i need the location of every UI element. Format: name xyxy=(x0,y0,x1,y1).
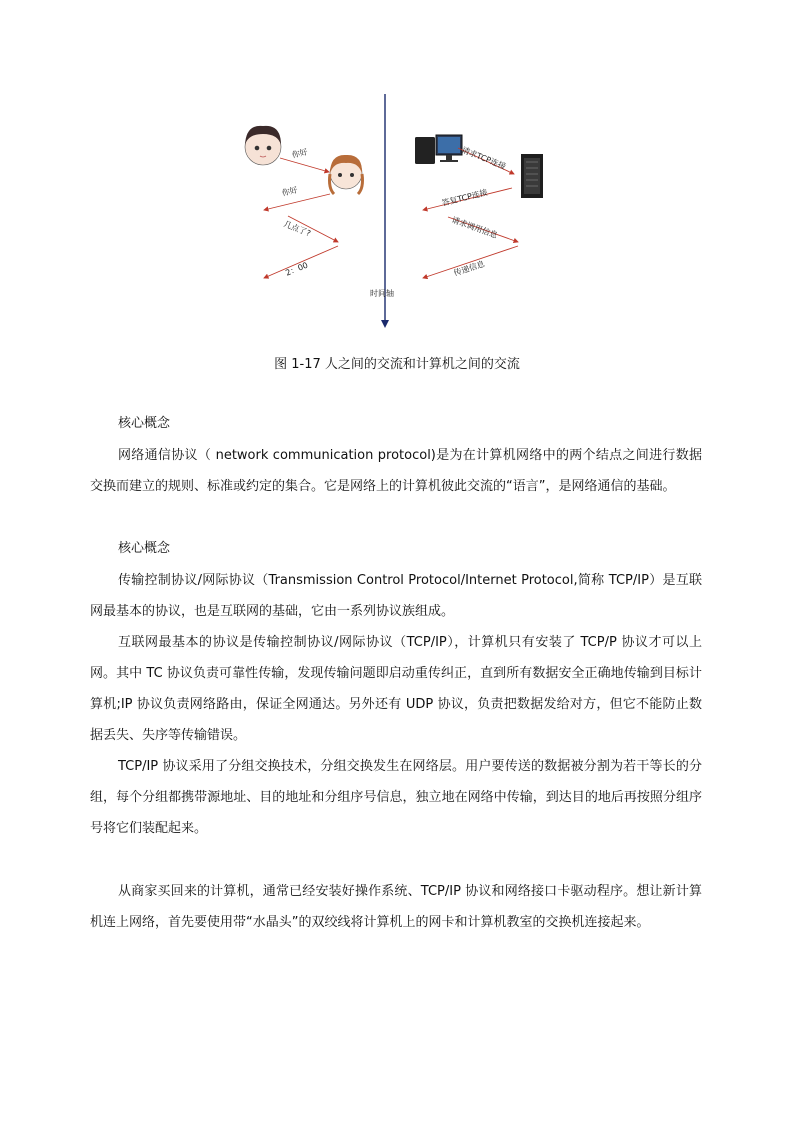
person-a-avatar xyxy=(245,126,281,165)
left-label-4: 2：00 xyxy=(284,260,310,278)
right-label-2: 答复TCP连接 xyxy=(440,187,489,208)
right-label-3: 请求调用信息 xyxy=(450,215,499,241)
paragraph-new-computer: 从商家买回来的计算机，通常已经安装好操作系统、TCP/IP 协议和网络接口卡驱动程序。想让新计算机连上网络，首先要使用带“水晶头”的双绞线将计算机上的网卡和计算机教室的交换机连接起来。 xyxy=(90,884,702,930)
paragraph-tcpip-definition: 传输控制协议/网际协议（Transmission Control Protocol/Internet Protocol,简称 TCP/IP）是互联网最基本的协议，也是互联网的基础，它由一系列协议族组成。 xyxy=(90,573,702,619)
left-arrow-1 xyxy=(280,158,329,172)
paragraph-network-protocol: 网络通信协议（ network communication protocol)是为在计算机网络中的两个结点之间进行数据交换而建立的规则、标准或约定的集合。它是网络上的计算机彼此交流的“语言”，是网络通信的基础。 xyxy=(90,448,702,494)
client-computer-icon xyxy=(415,135,462,164)
figure-caption: 图 1-17 人之间的交流和计算机之间的交流 xyxy=(274,357,520,372)
section-heading-1: 核心概念 xyxy=(118,416,171,431)
time-axis-label: 时间轴 xyxy=(370,289,394,298)
section-heading-2: 核心概念 xyxy=(118,541,171,556)
paragraph-tcpip-details: 互联网最基本的协议是传输控制协议/网际协议（TCP/IP），计算机只有安装了 TCP/P 协议才可以上网。其中 TC 协议负责可靠性传输，发现传输问题即启动重传纠正，直到所有数据安全正确地传输到目标计算机;IP 协议负责网络路由，保证全网通达。另外还有 UDP 协议，负责把数据发给对方，但它不能防止数据丢失、失序等传输错误。 xyxy=(90,635,702,743)
time-axis-arrowhead xyxy=(381,320,389,328)
communication-figure xyxy=(230,90,550,335)
left-label-3: 几点了? xyxy=(282,219,312,239)
left-arrow-2 xyxy=(264,194,330,210)
right-label-1: 请求TCP连接 xyxy=(460,145,508,172)
paragraph-packet-switching: TCP/IP 协议采用了分组交换技术，分组交换发生在网络层。用户要传送的数据被分割为若干等长的分组，每个分组都携带源地址、目的地址和分组序号信息，独立地在网络中传输，到达目的地后再按照分组序号将它们装配起来。 xyxy=(90,759,702,836)
left-label-2: 你好 xyxy=(280,185,299,198)
server-icon xyxy=(521,154,543,198)
person-b-avatar xyxy=(330,155,363,194)
right-label-4: 传递信息 xyxy=(452,259,486,278)
left-label-1: 你好 xyxy=(290,147,309,160)
